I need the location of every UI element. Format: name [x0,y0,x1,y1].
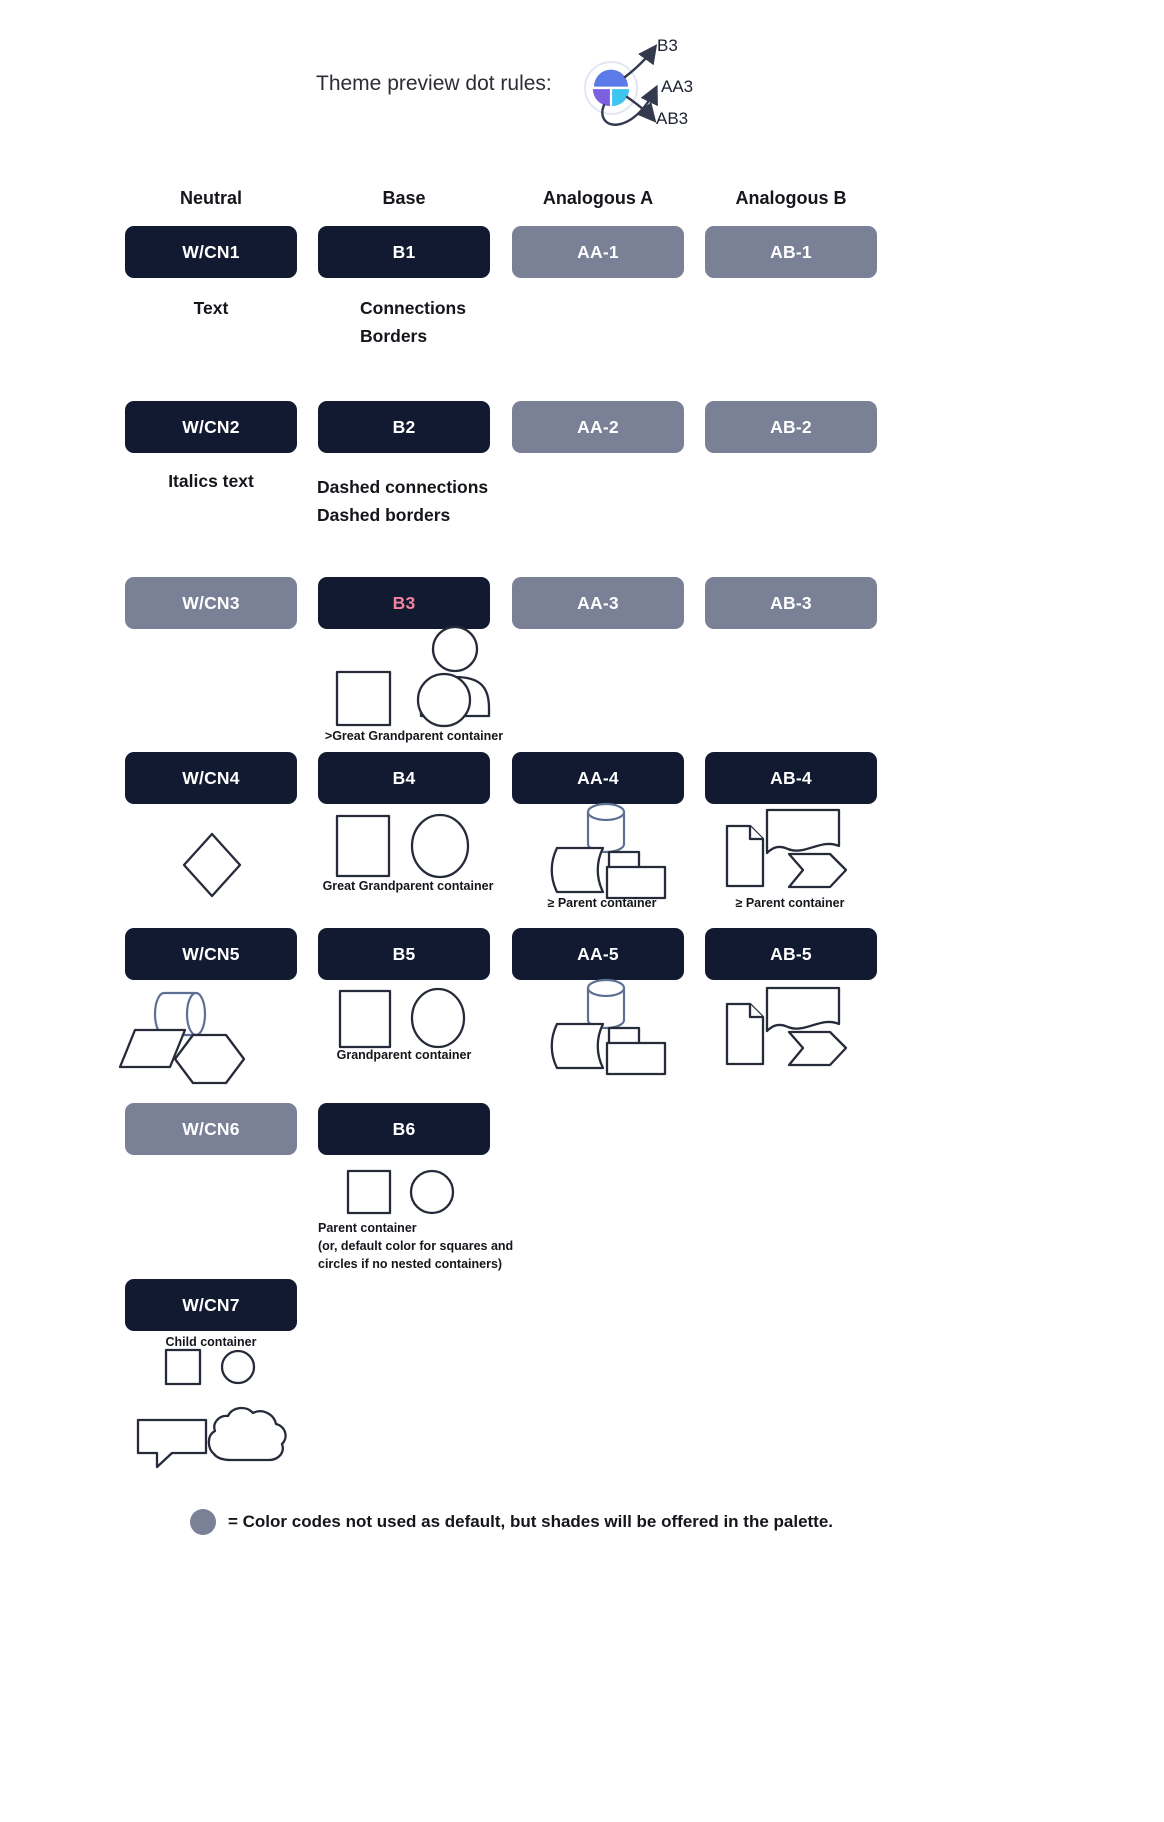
caption-parent-note-line1: Parent container [318,1221,417,1235]
caption-parent-ab: ≥ Parent container [735,896,845,910]
square-icon [348,1171,390,1213]
chevron-ribbon-icon [789,854,846,887]
cylinder-storeddata-folder-icons [543,798,673,902]
caption-dashed [317,473,488,529]
caption-parent-note [318,1219,513,1273]
cloud-icon [209,1408,286,1460]
caption-connections-borders [360,294,466,350]
column-header-analogous-b: Analogous B [735,188,847,208]
speech-bubble-icon [138,1420,206,1467]
circle-icon [418,674,470,726]
dot-label-base: B3 [657,36,678,55]
person-square-circle-icons [320,624,540,734]
square-circle-icons-b5 [332,988,472,1052]
square-icon [337,672,390,725]
pill-wcn4: W/CN4 [125,752,297,804]
circle-icon [412,815,468,877]
pill-wcn2: W/CN2 [125,401,297,453]
pill-ab3: AB-3 [705,577,877,629]
pill-ab1: AB-1 [705,226,877,278]
caption-connections: Connections [360,298,466,318]
pill-b3: B3 [318,577,490,629]
circle-icon [222,1351,254,1383]
pill-wcn6: W/CN6 [125,1103,297,1155]
pill-b2: B2 [318,401,490,453]
pill-b4: B4 [318,752,490,804]
pill-wcn1: W/CN1 [125,226,297,278]
wavy-document-icon [767,810,839,853]
pill-wcn5: W/CN5 [125,928,297,980]
hexagon-icon [175,1035,244,1083]
dot-label-analogous-a: AA3 [661,77,694,96]
pill-aa4: AA-4 [512,752,684,804]
person-head-icon [433,627,477,671]
caption-dashed-connections: Dashed connections [317,477,489,497]
parallelogram-icon [120,1030,185,1067]
legend-text: = Color codes not used as default, but shades will be offered in the palette. [228,1512,834,1531]
caption-borders: Borders [360,326,428,346]
cylinder-storeddata-folder-icons [543,974,673,1078]
document-fold-icon [750,1004,763,1017]
pill-b6: B6 [318,1103,490,1155]
dot-label-analogous-b: AB3 [656,109,689,128]
page-title: Theme preview dot rules: [316,72,552,95]
pill-b1: B1 [318,226,490,278]
square-icon [337,816,389,876]
caption-dashed-borders: Dashed borders [317,505,451,525]
square-icon [166,1350,200,1384]
column-header-base: Base [382,188,426,208]
pill-wcn7: W/CN7 [125,1279,297,1331]
stored-data-icon [552,1024,603,1068]
square-circle-icons-b6 [340,1168,460,1216]
circle-icon [412,989,464,1047]
pill-ab2: AB-2 [705,401,877,453]
pill-aa3: AA-3 [512,577,684,629]
square-circle-icons-b4 [330,812,480,882]
square-circle-bubble-cloud-icons [128,1344,298,1472]
document-fold-icon [750,826,763,839]
chevron-ribbon-icon [789,1032,846,1065]
diamond-icon [180,832,244,898]
caption-parent-note-line2: (or, default color for squares and [318,1239,514,1253]
cylinder-parallelogram-hexagon-icons [108,985,258,1085]
folder-body-icon [607,1043,665,1074]
pill-aa2: AA-2 [512,401,684,453]
caption-parent-note-line3: circles if no nested containers) [318,1257,503,1271]
document-wavydoc-chevron-icons [715,976,855,1076]
pill-wcn3: W/CN3 [125,577,297,629]
wavy-document-icon [767,988,839,1031]
caption-great-grandparent: Great Grandparent container [322,879,494,893]
caption-grandparent: Grandparent container [336,1048,472,1062]
pill-aa5: AA-5 [512,928,684,980]
column-header-neutral: Neutral [179,188,242,208]
square-icon [340,991,390,1047]
stored-data-icon [552,848,603,892]
pill-ab4: AB-4 [705,752,877,804]
circle-icon [411,1171,453,1213]
pill-b5: B5 [318,928,490,980]
gray-dot-icon [190,1509,216,1535]
pill-aa1: AA-1 [512,226,684,278]
caption-great-grandparent-arrow: >Great Grandparent container [324,729,504,743]
pill-ab5: AB-5 [705,928,877,980]
caption-italics-text: Italics text [168,471,254,491]
caption-child: Child container [165,1335,257,1349]
document-wavydoc-chevron-icons [715,798,855,898]
caption-parent-aa: ≥ Parent container [547,896,657,910]
column-header-analogous-a: Analogous A [542,188,654,208]
caption-text: Text [193,298,229,318]
